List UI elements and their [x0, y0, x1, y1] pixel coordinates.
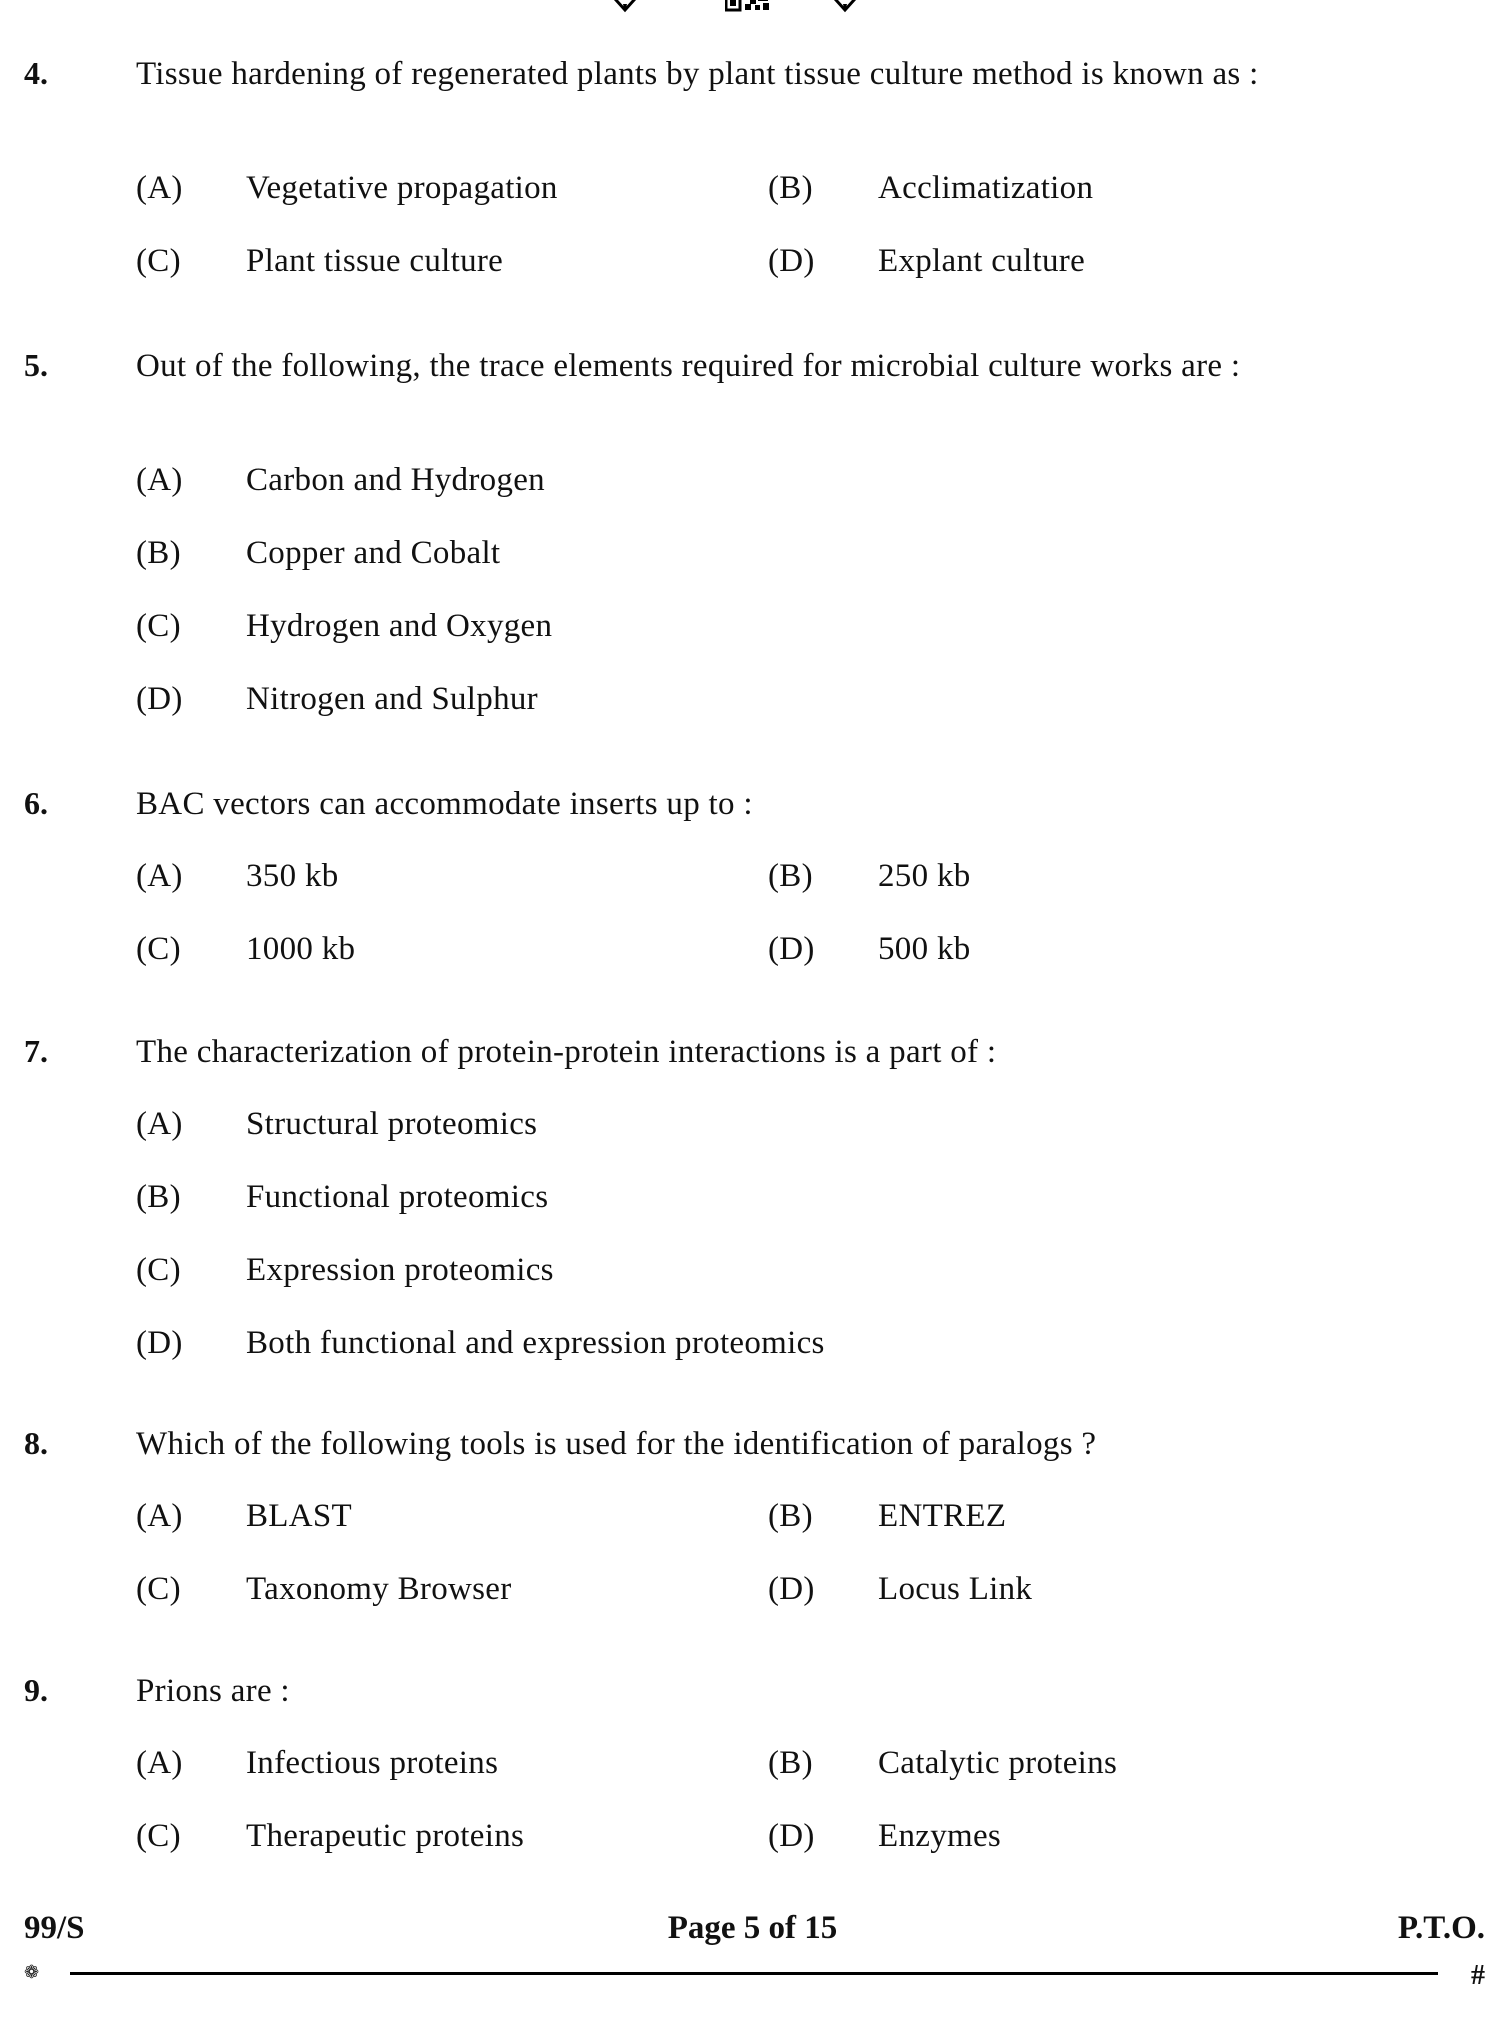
- option-letter: (C): [136, 1818, 181, 1854]
- option-letter: (A): [136, 462, 183, 498]
- option-letter: (D): [768, 1571, 815, 1607]
- hash-mark: #: [1471, 1960, 1485, 1991]
- question-text: Tissue hardening of regenerated plants by plant tissue culture method is known as :: [136, 56, 1259, 92]
- option-text: 500 kb: [878, 931, 971, 967]
- question-text: BAC vectors can accommodate inserts up to :: [136, 786, 753, 822]
- paper-code: 99/S: [24, 1910, 85, 1946]
- option-text: ENTREZ: [878, 1498, 1007, 1534]
- option-text: 1000 kb: [246, 931, 356, 967]
- option-text: Locus Link: [878, 1571, 1033, 1607]
- qr-code-icon: [725, 0, 777, 14]
- option-letter: (A): [136, 170, 183, 206]
- question-text: The characterization of protein-protein interactions is a part of :: [136, 1034, 997, 1070]
- question-number: 7.: [24, 1033, 48, 1069]
- option-text: BLAST: [246, 1498, 353, 1534]
- option-text: Acclimatization: [878, 170, 1094, 206]
- question-text: Which of the following tools is used for the identification of paralogs ?: [136, 1426, 1097, 1462]
- option-text: Nitrogen and Sulphur: [246, 681, 538, 717]
- option-text: Both functional and expression proteomics: [246, 1325, 825, 1361]
- option-text: Taxonomy Browser: [246, 1571, 512, 1607]
- option-letter: (D): [768, 1818, 815, 1854]
- option-text: 250 kb: [878, 858, 971, 894]
- question-number: 5.: [24, 347, 48, 383]
- option-letter: (D): [136, 1325, 183, 1361]
- ornament-right-icon: [825, 0, 865, 14]
- option-text: Infectious proteins: [246, 1745, 499, 1781]
- option-letter: (B): [136, 1179, 181, 1215]
- option-letter: (A): [136, 858, 183, 894]
- ornament-left-icon: [605, 0, 645, 14]
- question-number: 6.: [24, 785, 48, 821]
- option-letter: (B): [768, 170, 813, 206]
- option-letter: (B): [768, 1745, 813, 1781]
- option-letter: (C): [136, 608, 181, 644]
- question-number: 8.: [24, 1425, 48, 1461]
- option-letter: (C): [136, 1252, 181, 1288]
- option-letter: (B): [768, 1498, 813, 1534]
- option-text: Structural proteomics: [246, 1106, 538, 1142]
- option-text: Hydrogen and Oxygen: [246, 608, 553, 644]
- pto-label: P.T.O.: [1397, 1910, 1485, 1946]
- option-letter: (B): [768, 858, 813, 894]
- option-text: 350 kb: [246, 858, 339, 894]
- option-letter: (A): [136, 1745, 183, 1781]
- option-text: Expression proteomics: [246, 1252, 554, 1288]
- footer-divider: [70, 1972, 1438, 1975]
- option-text: Vegetative propagation: [246, 170, 558, 206]
- option-text: Plant tissue culture: [246, 243, 504, 279]
- option-letter: (C): [136, 1571, 181, 1607]
- option-letter: (D): [768, 931, 815, 967]
- option-letter: (C): [136, 931, 181, 967]
- option-text: Copper and Cobalt: [246, 535, 501, 571]
- option-letter: (C): [136, 243, 181, 279]
- option-text: Carbon and Hydrogen: [246, 462, 545, 498]
- option-text: Catalytic proteins: [878, 1745, 1118, 1781]
- question-number: 9.: [24, 1672, 48, 1708]
- option-letter: (D): [768, 243, 815, 279]
- flower-icon: ❁: [24, 1962, 40, 1982]
- option-text: Functional proteomics: [246, 1179, 549, 1215]
- option-text: Explant culture: [878, 243, 1086, 279]
- question-text: Prions are :: [136, 1673, 290, 1709]
- page-footer: [0, 1910, 1505, 2010]
- option-letter: (A): [136, 1498, 183, 1534]
- header-marks: [0, 0, 1505, 16]
- page-number: Page 5 of 15: [667, 1910, 838, 1946]
- question-number: 4.: [24, 55, 48, 91]
- option-text: Therapeutic proteins: [246, 1818, 525, 1854]
- option-letter: (B): [136, 535, 181, 571]
- option-letter: (A): [136, 1106, 183, 1142]
- option-letter: (D): [136, 681, 183, 717]
- question-text: Out of the following, the trace elements required for microbial culture works are :: [136, 348, 1241, 384]
- option-text: Enzymes: [878, 1818, 1002, 1854]
